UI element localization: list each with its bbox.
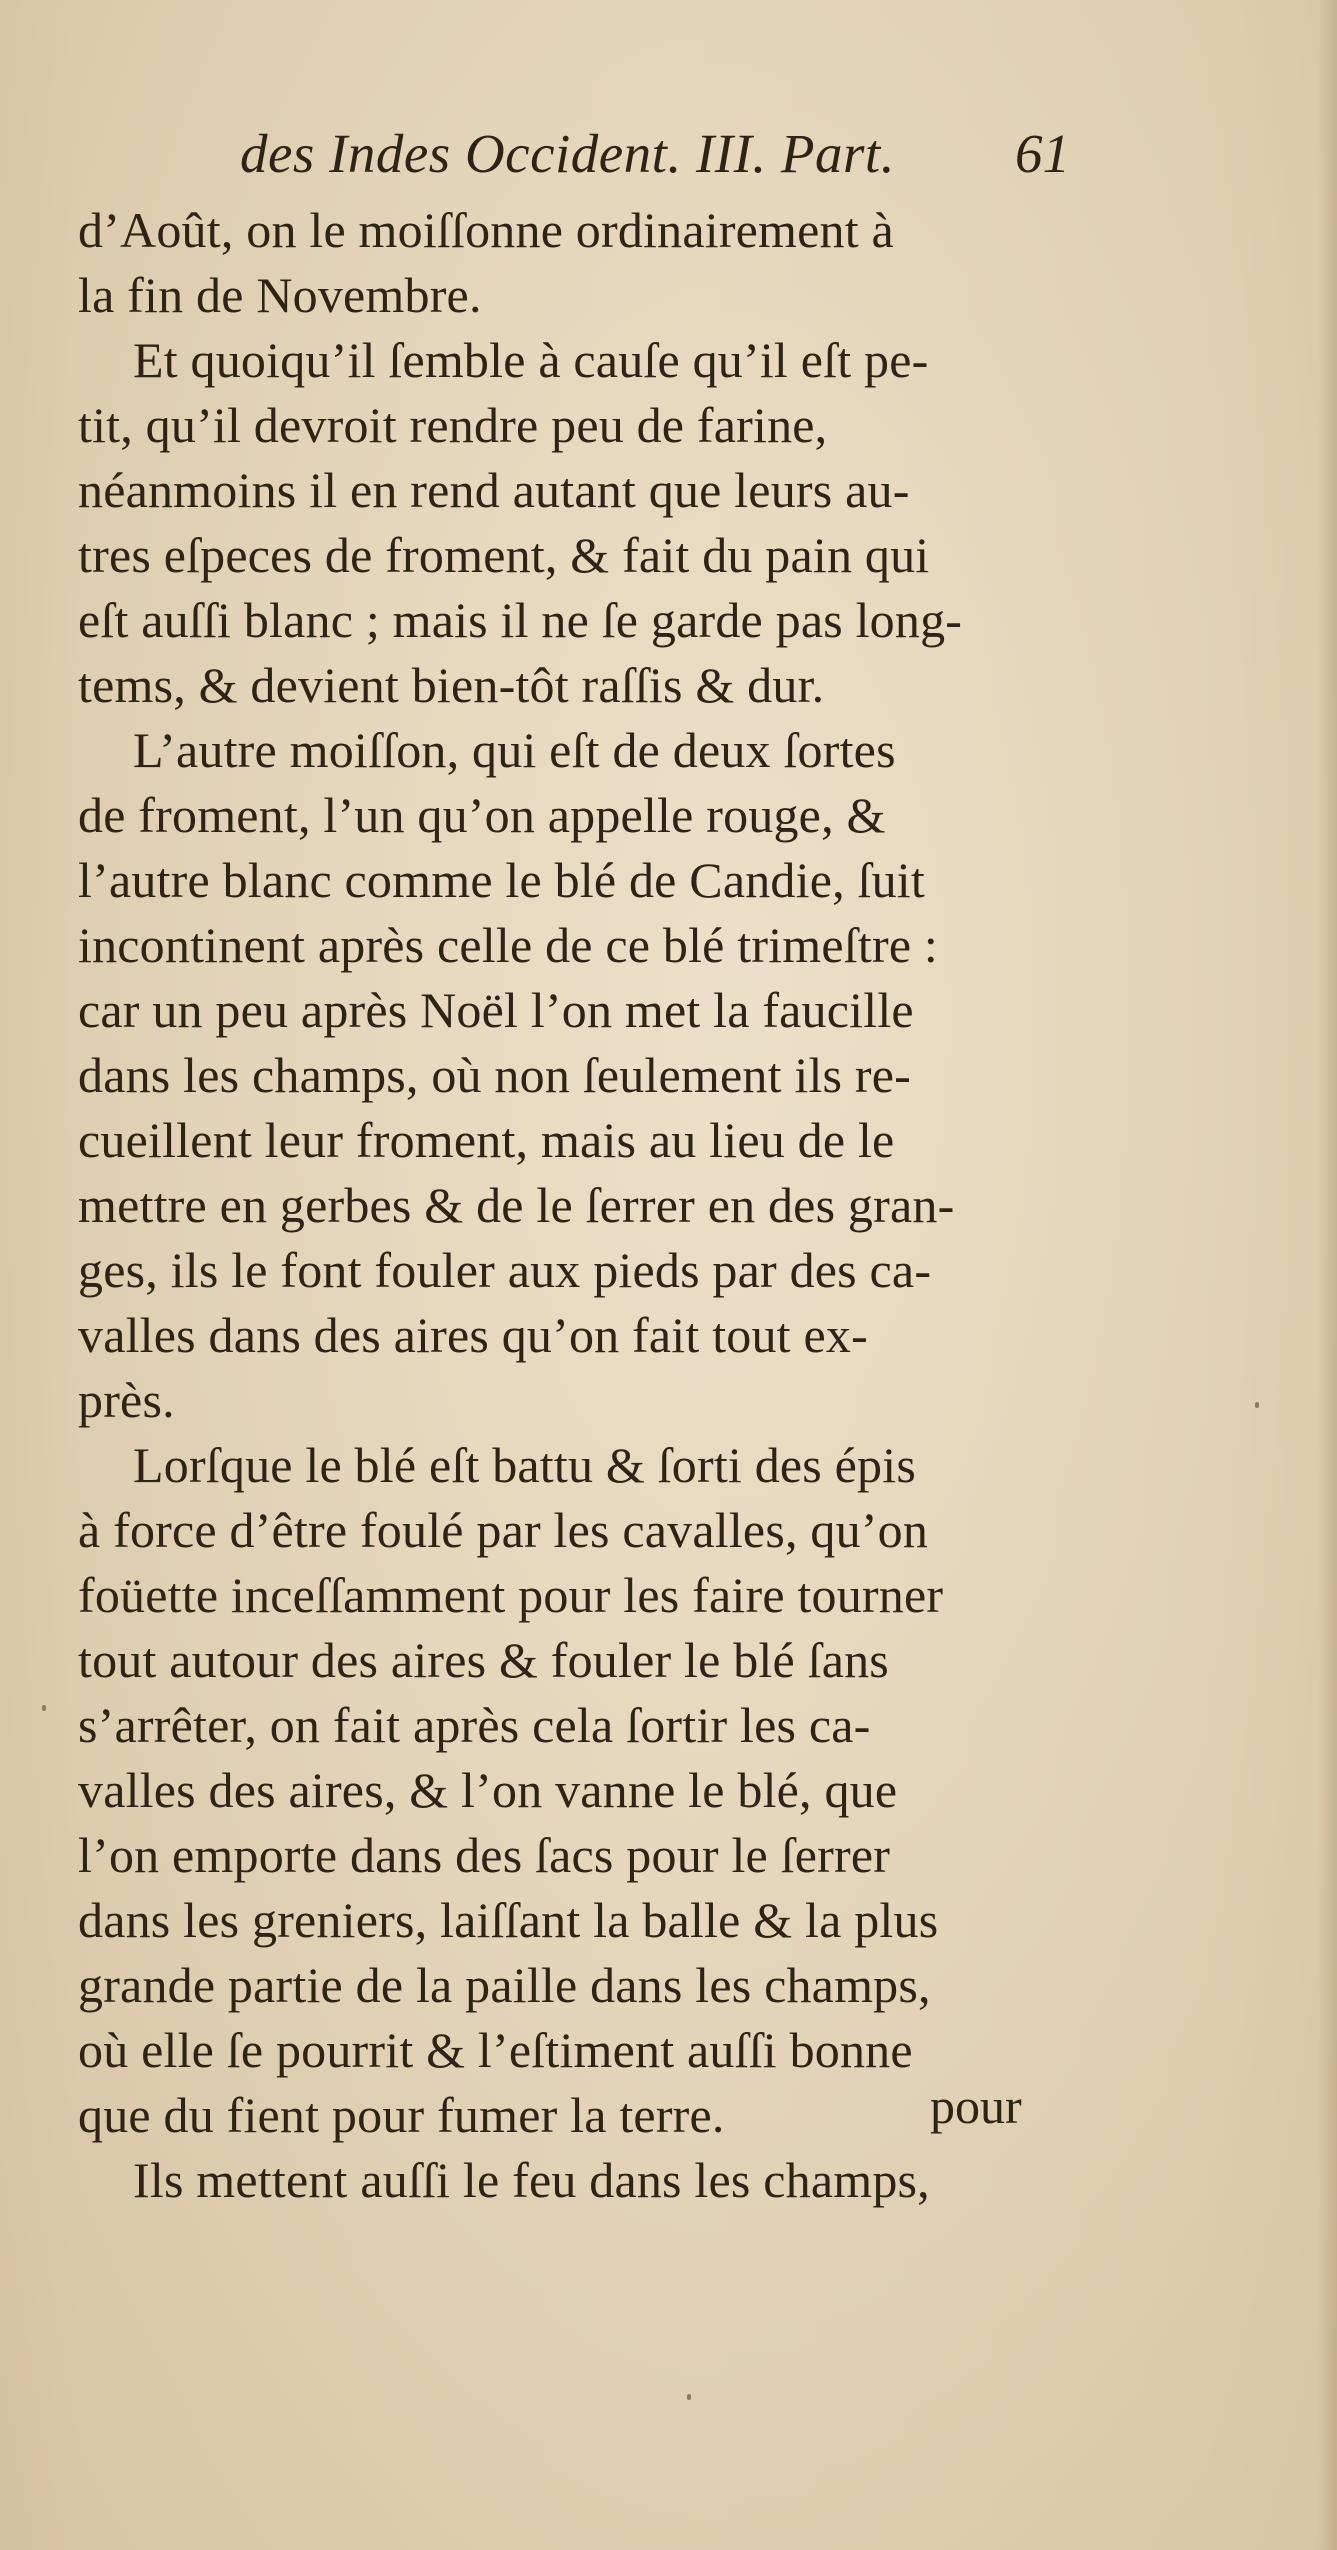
- text-line: ges, ils le font fouler aux pieds par des ca-: [78, 1242, 932, 1298]
- text-line: de froment, l’un qu’on appelle rouge, &: [78, 787, 886, 843]
- text-line: dans les champs, où non ſeulement ils re-: [78, 1047, 912, 1103]
- paper-speck: [1255, 1402, 1259, 1408]
- text-line: mettre en gerbes & de le ſerrer en des gran-: [78, 1177, 955, 1233]
- text-line: Lorſque le blé eſt battu & ſorti des épis: [133, 1437, 917, 1493]
- text-line: eſt auſſi blanc ; mais il ne ſe garde pas long-: [78, 592, 963, 648]
- catchword: pour: [930, 2078, 1022, 2134]
- page-edge-shadow: [1318, 0, 1337, 2550]
- text-line: la fin de Novembre.: [78, 267, 482, 323]
- page-header: [240, 122, 1070, 192]
- text-line: valles des aires, & l’on vanne le blé, que: [78, 1762, 898, 1818]
- text-line: incontinent après celle de ce blé trimeſtre :: [78, 917, 939, 973]
- text-line: que du fient pour fumer la terre.: [78, 2087, 725, 2143]
- text-line: l’on emporte dans des ſacs pour le ſerrer: [78, 1827, 891, 1883]
- text-line: s’arrêter, on fait après cela ſortir les ca-: [78, 1697, 871, 1753]
- text-line: près.: [78, 1372, 175, 1428]
- text-line: tems, & devient bien-tôt raſſis & dur.: [78, 657, 825, 713]
- paper-speck: [687, 2394, 691, 2400]
- text-line: tout autour des aires & fouler le blé ſans: [78, 1632, 889, 1688]
- running-title: des Indes Occident. III. Part.: [240, 123, 895, 184]
- text-line: valles dans des aires qu’on fait tout ex-: [78, 1307, 868, 1363]
- text-line: où elle ſe pourrit & l’eſtiment auſſi bonne: [78, 2022, 913, 2078]
- text-line: à force d’être foulé par les cavalles, qu’on: [78, 1502, 929, 1558]
- text-line: tres eſpeces de froment, & fait du pain qui: [78, 527, 930, 583]
- text-line: foüette inceſſamment pour les faire tourner: [78, 1567, 944, 1623]
- text-line: Et quoiqu’il ſemble à cauſe qu’il eſt pe-: [133, 332, 929, 388]
- page-number: 61: [1015, 123, 1070, 184]
- body-text: [78, 198, 1058, 2213]
- text-line: grande partie de la paille dans les champs,: [78, 1957, 931, 2013]
- text-line: l’autre blanc comme le blé de Candie, ſuit: [78, 852, 925, 908]
- text-line: d’Août, on le moiſſonne ordinairement à: [78, 202, 894, 258]
- text-line: néanmoins il en rend autant que leurs au-: [78, 462, 910, 518]
- text-line: Ils mettent auſſi le feu dans les champs,: [133, 2152, 930, 2208]
- text-line: tit, qu’il devroit rendre peu de farine,: [78, 397, 828, 453]
- text-line: cueillent leur froment, mais au lieu de le: [78, 1112, 895, 1168]
- text-line: L’autre moiſſon, qui eſt de deux ſortes: [133, 722, 896, 778]
- text-line: dans les greniers, laiſſant la balle & la plus: [78, 1892, 939, 1948]
- paper-speck: [42, 1705, 46, 1711]
- text-line: car un peu après Noël l’on met la faucille: [78, 982, 914, 1038]
